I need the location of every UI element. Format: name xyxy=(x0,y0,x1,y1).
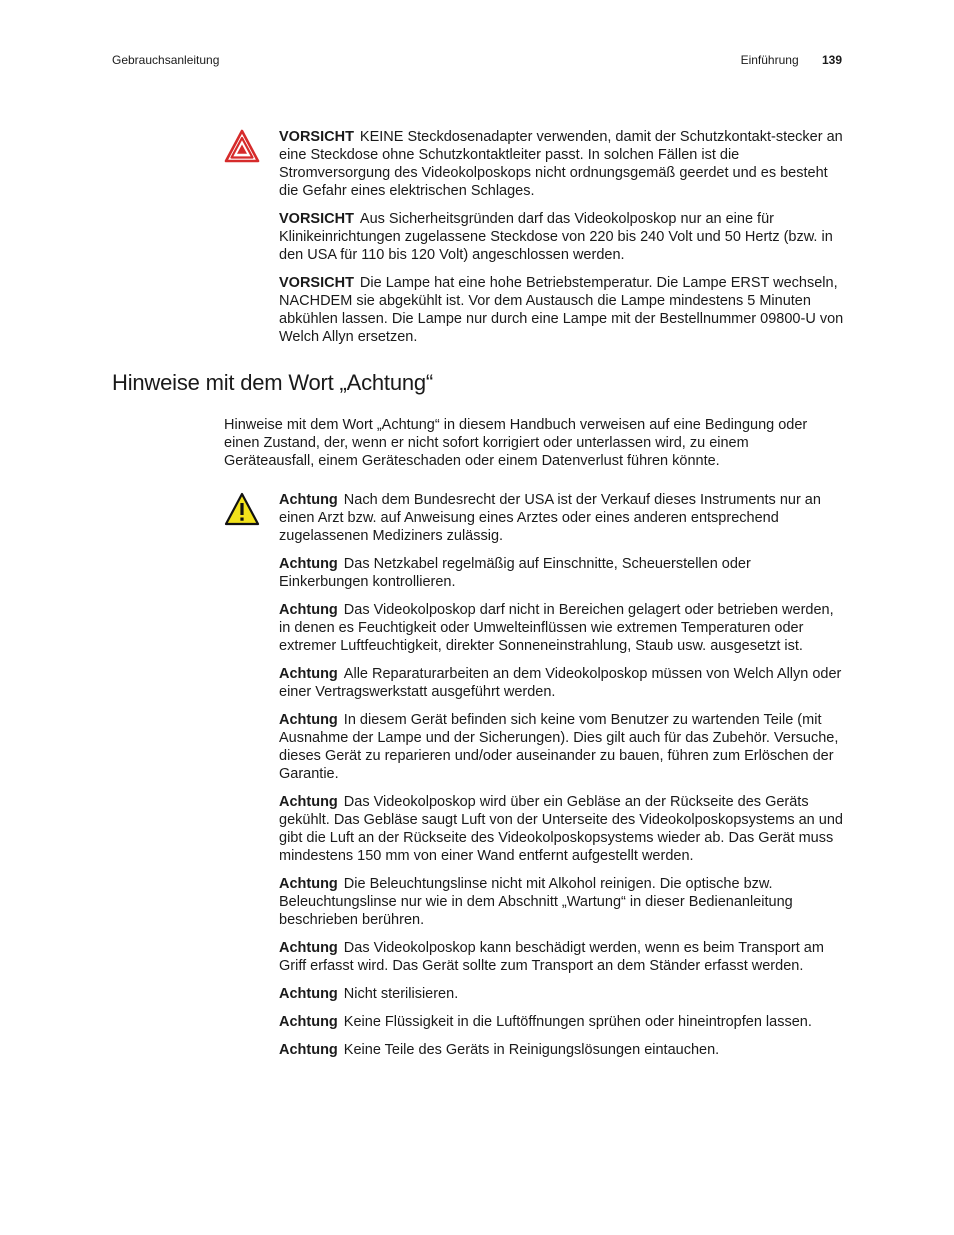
note-text: Keine Flüssigkeit in die Luftöffnungen sprühen oder hineintropfen lassen. xyxy=(343,1014,812,1030)
chapter-name: Einführung xyxy=(740,53,799,67)
note-text: KEINE Steckdosenadapter verwenden, damit der Schutzkontakt-stecker an eine Steckdose ohne Schutzkontaktleiter passt. In solchen Fällen ist die Stromversorgung des Videokolposkops nicht ordnungsgemäß geerdet und es besteht die Gefahr eines elektrischen Schlages. xyxy=(279,129,843,199)
achtung-notes xyxy=(279,491,844,1059)
achtung-note xyxy=(279,1013,844,1031)
note-label: VORSICHT xyxy=(279,275,354,291)
note-label: Achtung xyxy=(279,1014,338,1030)
chapter-and-page xyxy=(741,53,842,67)
note-label: Achtung xyxy=(279,940,338,956)
achtung-note xyxy=(279,1041,844,1059)
achtung-note xyxy=(279,939,844,975)
note-text: Die Lampe hat eine hohe Betriebstemperatur. Die Lampe ERST wechseln, NACHDEM sie abgekühlt ist. Vor dem Austausch die Lampe mindestens 5 Minuten abkühlen lassen. Die Lampe nur durch eine Lampe mit der Bestellnummer 09800-U von Welch Allyn ersetzen. xyxy=(279,275,844,345)
note-text: Das Videokolposkop darf nicht in Bereichen gelagert oder betrieben werden, in denen es Feuchtigkeit oder Umwelteinflüssen wie extremen Temperaturen oder extremer Luftfeuchtigkeit, direkter Sonneneinstrahlung, Staub usw. ausgesetzt ist. xyxy=(279,602,834,654)
note-text: Keine Teile des Geräts in Reinigungslösungen eintauchen. xyxy=(343,1042,720,1058)
electrical-hazard-warning-icon xyxy=(224,128,260,164)
note-label: VORSICHT xyxy=(279,211,354,227)
vorsicht-note xyxy=(279,210,844,264)
document-title: Gebrauchsanleitung xyxy=(112,53,220,67)
note-label: Achtung xyxy=(279,876,338,892)
achtung-note xyxy=(279,711,844,783)
note-text: Aus Sicherheitsgründen darf das Videokolposkop nur an eine für Klinikeinrichtungen zugelassene Steckdose von 220 bis 240 Volt und 50 Hertz (bzw. in den USA für 110 bis 120 Volt) angeschlossen werden. xyxy=(279,211,833,263)
note-label: Achtung xyxy=(279,986,338,1002)
achtung-note xyxy=(279,491,844,545)
section-title: Hinweise mit dem Wort „Achtung“ xyxy=(112,370,434,395)
achtung-block xyxy=(224,491,844,1069)
note-label: VORSICHT xyxy=(279,129,354,145)
note-label: Achtung xyxy=(279,602,338,618)
running-header xyxy=(112,53,842,69)
vorsicht-note xyxy=(279,128,844,200)
achtung-note xyxy=(279,875,844,929)
note-text: Das Videokolposkop wird über ein Gebläse an der Rückseite des Geräts gekühlt. Das Gebläse saugt Luft von der Unterseite des Videokolposkopsystems an und gibt die Luft an der Rückseite des Videokolposkopsystems wieder ab. Das Gerät muss mindestens 150 mm von einer Wand entfernt aufgestellt werden. xyxy=(279,794,843,864)
note-text: Das Videokolposkop kann beschädigt werden, wenn es beim Transport am Griff erfasst wird. Das Gerät sollte zum Transport an dem Ständer erfasst werden. xyxy=(279,940,824,974)
achtung-note xyxy=(279,793,844,865)
achtung-note xyxy=(279,985,844,1003)
note-text: Das Netzkabel regelmäßig auf Einschnitte, Scheuerstellen oder Einkerbungen kontrollieren. xyxy=(279,556,751,590)
note-label: Achtung xyxy=(279,712,338,728)
section-intro: Hinweise mit dem Wort „Achtung“ in diesem Handbuch verweisen auf eine Bedingung oder einen Zustand, der, wenn er nicht sofort korrigiert oder unterlassen wird, zu einem Geräteausfall, einem Geräteschaden oder einem Datenverlust führen könnte. xyxy=(224,417,808,469)
achtung-note xyxy=(279,665,844,701)
note-text: In diesem Gerät befinden sich keine vom Benutzer zu wartenden Teile (mit Ausnahme der Lampe und der Sicherungen). Dies gilt auch für das Zubehör. Versuche, dieses Gerät zu reparieren und/oder auseinander zu bauen, führen zum Erlöschen der Garantie. xyxy=(279,712,839,782)
note-text: Die Beleuchtungslinse nicht mit Alkohol reinigen. Die optische bzw. Beleuchtungslinse nur wie in dem Abschnitt „Wartung“ in dieser Bedienanleitung beschrieben berühren. xyxy=(279,876,793,928)
note-label: Achtung xyxy=(279,1042,338,1058)
achtung-note xyxy=(279,555,844,591)
vorsicht-notes xyxy=(279,128,844,346)
note-label: Achtung xyxy=(279,794,338,810)
note-label: Achtung xyxy=(279,556,338,572)
page-number: 139 xyxy=(821,53,842,67)
vorsicht-note xyxy=(279,274,844,346)
note-text: Nach dem Bundesrecht der USA ist der Verkauf dieses Instruments nur an einen Arzt bzw. auf Anweisung eines Arztes oder eines anderen entsprechend zugelassenen Mediziners zulässig. xyxy=(279,492,821,544)
note-text: Nicht sterilisieren. xyxy=(343,986,459,1002)
note-label: Achtung xyxy=(279,492,338,508)
vorsicht-block xyxy=(224,128,844,356)
note-label: Achtung xyxy=(279,666,338,682)
note-text: Alle Reparaturarbeiten an dem Videokolposkop müssen von Welch Allyn oder einer Vertragswerkstatt ausgeführt werden. xyxy=(279,666,842,700)
achtung-note xyxy=(279,601,844,655)
caution-warning-icon xyxy=(224,491,260,527)
